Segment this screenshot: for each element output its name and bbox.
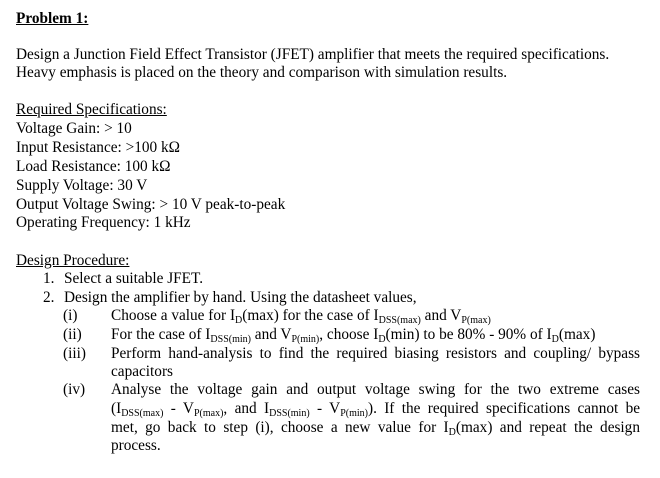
substep-iv-line-2: ($I_{DSS(max)} - V_{P(max)}$, and $I_{DSS(min)} - V_{P(min)}$). If the required specifications cannot be: [111, 400, 641, 419]
step-2-text: Design the amplifier by hand. Using the datasheet values,: [64, 289, 417, 306]
substep-iv-line-3: met, go back to step (i), choose a new value for $I_D(\max)$ and repeat the design: [111, 419, 640, 438]
step-1-number: 1.: [43, 270, 55, 287]
step-1-text: Select a suitable JFET.: [64, 270, 204, 287]
substep-ii-text: For the case of $I_{DSS(min)}$ and $V_{P(min)}$, choose $I_D(\min)$ to be 80% - 90% of $I_D(\max)$: [111, 326, 596, 345]
substep-iv-number: (iv): [63, 381, 86, 398]
spec-operating-frequency: Operating Frequency: 1 kHz: [16, 214, 191, 231]
problem-title: Problem 1:: [16, 10, 89, 27]
substep-iv-line-4: process.: [111, 437, 161, 454]
substep-i-text: Choose a value for $I_D(\max)$ for the case of $I_{DSS(max)}$ and $V_{P(max)}$: [111, 307, 491, 326]
substep-iv-line-1: Analyse the voltage gain and output voltage swing for the two extreme cases: [111, 381, 640, 398]
specs-heading: Required Specifications:: [16, 101, 167, 118]
step-2-number: 2.: [43, 289, 55, 306]
intro-line-1: Design a Junction Field Effect Transistor (JFET) amplifier that meets the required specifications.: [16, 46, 610, 63]
spec-voltage-gain: Voltage Gain: > 10: [16, 120, 132, 137]
substep-iii-line-2: capacitors: [111, 363, 174, 380]
intro-line-2: Heavy emphasis is placed on the theory and comparison with simulation results.: [16, 64, 508, 81]
substep-iii-line-1: Perform hand-analysis to find the required biasing resistors and coupling/ bypass: [111, 345, 640, 362]
substep-iii-number: (iii): [63, 345, 86, 362]
spec-output-swing: Output Voltage Swing: > 10 V peak-to-peak: [16, 196, 286, 213]
procedure-heading: Design Procedure:: [16, 252, 130, 269]
spec-load-resistance: Load Resistance: 100 kΩ: [16, 158, 171, 175]
spec-input-resistance: Input Resistance: >100 kΩ: [16, 139, 181, 156]
substep-ii-number: (ii): [63, 326, 82, 343]
spec-supply-voltage: Supply Voltage: 30 V: [16, 177, 148, 194]
substep-i-number: (i): [63, 307, 78, 324]
